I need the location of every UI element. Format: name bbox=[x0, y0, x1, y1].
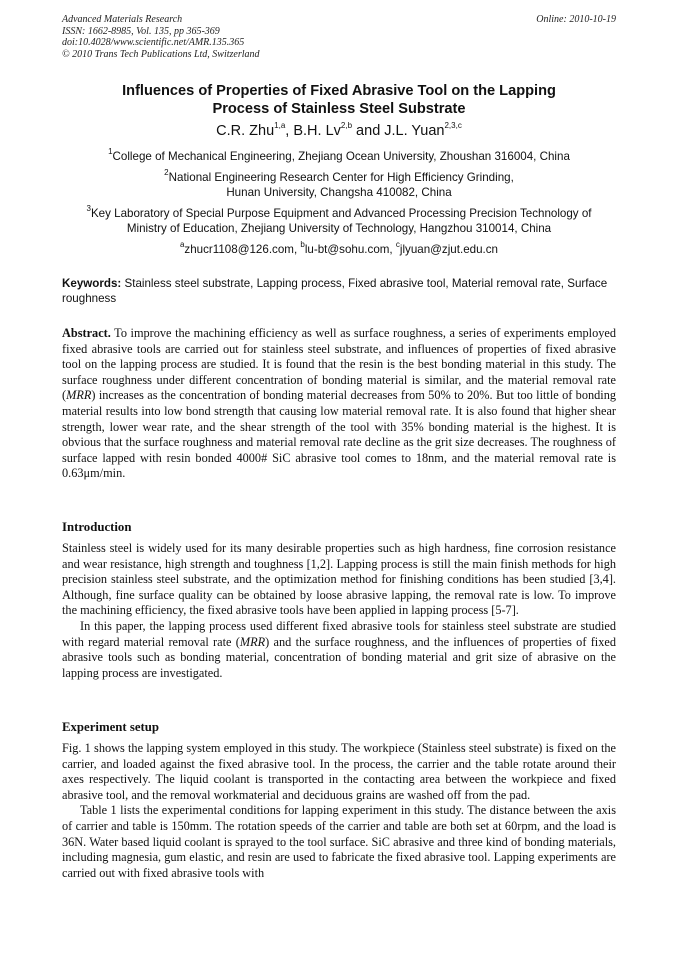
journal-header bbox=[62, 14, 260, 60]
issn-line: ISSN: 1662-8985, Vol. 135, pp 365-369 bbox=[62, 25, 220, 37]
introduction-body bbox=[62, 541, 616, 681]
experiment-paragraph-2: Table 1 lists the experimental conditions for lapping experiment in this study. The distance between the axis of carrier and table is 150mm. The rotation speeds of the carrier and table are both set at 60rpm, and the load is 36N. Water based liquid coolant is sprayed to the tool surface. SiC abrasive and three kind of bonding materials, including magnesia, gum elastic, and resin are used to fabricate the fixed abrasive tool. Lapping experiments are carried out with fixed abrasive tools with bbox=[62, 803, 616, 880]
keywords-text: Stainless steel substrate, Lapping process, Fixed abrasive tool, Material removal rate, Surface roughness bbox=[62, 277, 608, 305]
intro-p2-text-2: ) and the surface roughness, and the influences of properties of fixed abrasive tools such as bonding material, concentration of bonding material and grit size of abrasive on the lapping process are investigated. bbox=[62, 634, 616, 680]
author-3: and J.L. Yuan bbox=[352, 123, 445, 139]
introduction-heading: Introduction bbox=[62, 520, 132, 534]
journal-name: Advanced Materials Research bbox=[62, 14, 183, 25]
email-b: lu-bt@sohu.com, bbox=[304, 243, 396, 256]
abstract-label: Abstract. bbox=[62, 326, 111, 340]
email-list bbox=[62, 242, 616, 257]
abstract-text-2: ) increases as the concentration of bonding material decreases from 50% to 20%. But too little of bonding material results into low bond strength that causing low material removal rate. It is also found that higher shear strength, lower wear rate, and the shear strength of the tool with 35% bonding material is the highest. It is obvious that the surface roughness and material removal rate decline as the grit size decreases. The roughness of surface lapped with resin bonded 4000# SiC abrasive tool comes to 18nm, and the material removal rate is 0.63μm/min. bbox=[62, 388, 616, 481]
keywords bbox=[62, 276, 616, 306]
title-line-1: Influences of Properties of Fixed Abrasive Tool on the Lapping bbox=[122, 83, 556, 99]
intro-p2-mrr: MRR bbox=[239, 634, 266, 649]
aff-1-mark: 1 bbox=[108, 147, 113, 157]
paper-title bbox=[62, 82, 616, 118]
email-b-mark: b bbox=[300, 240, 305, 250]
abstract-text-1: To improve the machining efficiency as well as surface roughness, a series of experiments employed fixed abrasive tools are carried out for stainless steel substrate, and influences of properties of fixed abrasive tool on the lapping process are studied. It is found that the resin is the best bonding material in this study. The surface roughness under different concentration of bonding material is similar, and the material removal rate ( bbox=[62, 326, 616, 403]
experiment-paragraph-1: Fig. 1 shows the lapping system employed in this study. The workpiece (Stainless steel substrate) is fixed on the carrier, and loaded against the fixed abrasive tool. In the process, the carrier and the table rotate around their axes respectively. The liquid coolant is transported in the contacting area between the workpiece and fixed abrasive tool, and the removal workmaterial and deciduous grains are washed off from the pad. bbox=[62, 741, 616, 802]
aff-3-line-2: Ministry of Education, Zhejiang University of Technology, Hangzhou 310014, China bbox=[126, 222, 552, 235]
aff-2-line-2: Hunan University, Changsha 410082, China bbox=[226, 186, 452, 199]
email-c-mark: c bbox=[395, 240, 400, 250]
affiliation-1 bbox=[62, 149, 616, 164]
email-a-mark: a bbox=[179, 240, 185, 250]
aff-2-line-1: National Engineering Research Center for High Efficiency Grinding, bbox=[168, 171, 514, 184]
abstract-mrr: MRR bbox=[66, 388, 92, 403]
doi-line: doi:10.4028/www.scientific.net/AMR.135.365 bbox=[62, 37, 245, 48]
intro-paragraph-1: Stainless steel is widely used for its many desirable properties such as high hardness, fine corrosion resistance and wear resistance, high strength and toughness [1,2]. Lapping process is still the main finish methods for high precision stainless steel substrate, and the optimization method for finishing conditions has been studied [3,4]. Although, fine surface quality can be obtained by loose abrasive lapping, the removal rate is low. To improve the machining efficiency, the fixed abrasive tools have been applied in lapping process [5-7]. bbox=[62, 541, 616, 618]
email-c: jlyuan@zjut.edu.cn bbox=[399, 243, 499, 256]
aff-2-mark: 2 bbox=[164, 168, 169, 178]
affiliation-2 bbox=[62, 170, 616, 200]
author-3-affil: 2,3,c bbox=[444, 121, 462, 131]
aff-3-mark: 3 bbox=[86, 204, 91, 214]
experiment-body bbox=[62, 741, 616, 881]
author-1: C.R. Zhu bbox=[216, 123, 275, 139]
copyright-line: © 2010 Trans Tech Publications Ltd, Switzerland bbox=[62, 48, 260, 60]
abstract bbox=[62, 326, 616, 482]
experiment-heading: Experiment setup bbox=[62, 720, 160, 734]
author-2: , B.H. Lv bbox=[285, 123, 341, 139]
keywords-label: Keywords: bbox=[62, 277, 122, 290]
email-a: zhucr1108@126.com, bbox=[184, 243, 301, 256]
author-1-affil: 1,a bbox=[274, 121, 286, 131]
aff-3-line-1: Key Laboratory of Special Purpose Equipment and Advanced Processing Precision Technology of bbox=[90, 207, 592, 220]
intro-paragraph-2 bbox=[62, 619, 616, 681]
intro-p2-text-1: In this paper, the lapping process used different fixed abrasive tools for stainless steel substrate are studied with regard material removal rate ( bbox=[62, 618, 616, 649]
affiliation-3 bbox=[62, 206, 616, 236]
author-list bbox=[62, 122, 616, 140]
online-date: Online: 2010-10-19 bbox=[536, 14, 616, 25]
author-2-affil: 2,b bbox=[340, 121, 353, 131]
aff-1-text: College of Mechanical Engineering, Zhejiang Ocean University, Zhoushan 316004, China bbox=[112, 150, 570, 163]
title-line-2: Process of Stainless Steel Substrate bbox=[212, 101, 466, 117]
